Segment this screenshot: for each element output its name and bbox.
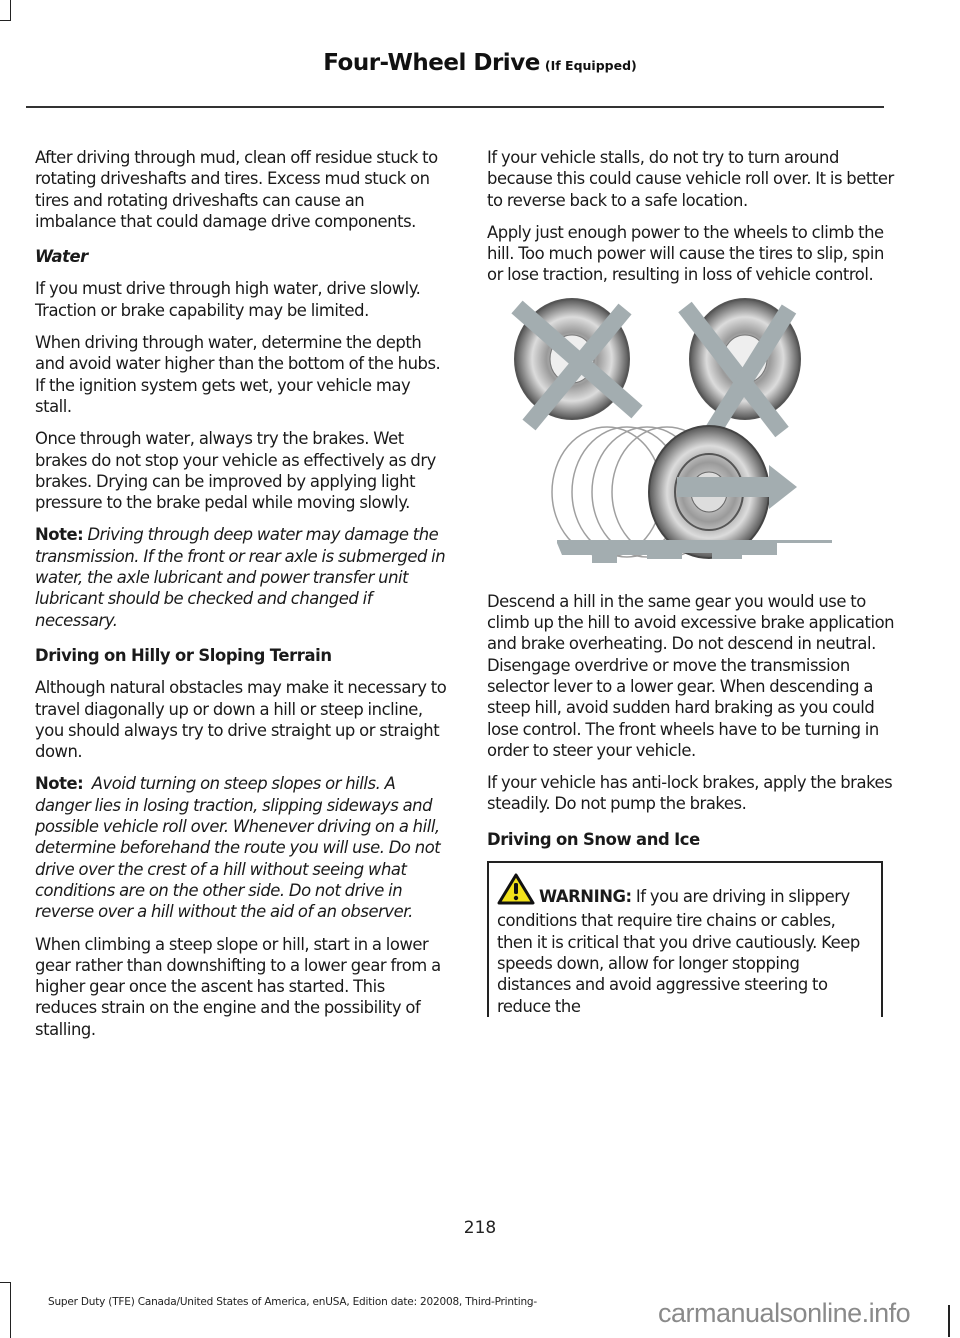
- climbing-paragraph: When climbing a steep slope or hill, start in a lower gear rather than downshifting to a lower gear from a higher gear once the ascent has started. This reduces strain on the engine and the possibility of stalling.: [35, 934, 441, 1039]
- note-label: Note:: [35, 774, 84, 794]
- right-column: [487, 147, 899, 1017]
- page-number: 218: [463, 1218, 497, 1238]
- warning-label: WARNING:: [539, 887, 632, 907]
- tire-traction-diagram-icon: [487, 297, 867, 569]
- hilly-terrain-heading: Driving on Hilly or Sloping Terrain: [35, 645, 332, 665]
- stall-paragraph: If your vehicle stalls, do not try to turn around because this could cause vehicle roll over. It is better to reverse back to a safe location.: [487, 148, 894, 210]
- power-paragraph: Apply just enough power to the wheels to climb the hill. Too much power will cause the tires to slip, spin or lose traction, resulting in loss of vehicle control.: [487, 222, 884, 285]
- warning-text: If you are driving in slippery conditions that require tire chains or cables, then it is critical that you drive cautiously. Keep speeds down, allow for longer stopping distances and avoid aggressive steering to reduce the: [497, 887, 860, 1016]
- note-label: Note:: [35, 525, 84, 545]
- warning-paragraph: [497, 873, 875, 1017]
- mud-paragraph: After driving through mud, clean off residue stuck to rotating driveshafts and tires. Excess mud stuck on tires and rotating driveshafts can cause an imbalance that could damage drive components.: [35, 148, 438, 231]
- note-text: Avoid turning on steep slopes or hills. A danger lies in losing traction, slipping sideways and possible vehicle roll over. Whenever driving on a hill, determine beforehand the route you will use. Do not drive over the crest of a hill without seeing what conditions are on the other side. Do not drive in reverse over a hill without the aid of an observer.: [35, 774, 441, 922]
- crop-mark-bottom-right: [948, 1305, 950, 1337]
- note-text: Driving through deep water may damage the transmission. If the front or rear axle is submerged in water, the axle lubricant and power transfer unit lubricant should be checked and changed if necessary.: [35, 525, 446, 630]
- diagonal-travel-paragraph: Although natural obstacles may make it necessary to travel diagonally up or down a hill or steep incline, you should always try to drive straight up or straight down.: [35, 678, 447, 762]
- deep-water-note: [35, 524, 447, 630]
- steep-slopes-note: [35, 773, 447, 922]
- edition-footer: Super Duty (TFE) Canada/United States of America, enUSA, Edition date: 202008, Third-Printing-: [48, 1296, 537, 1308]
- descend-paragraph: Descend a hill in the same gear you would use to climb up the hill to avoid excessive brake application and brake overheating. Do not descend in neutral. Disengage overdrive or move the transmission selector lever to a lower gear. When descending a steep hill, avoid sudden hard braking as you could lose control. The front wheels have to be turning in order to steer your vehicle.: [487, 591, 895, 760]
- wet-brakes-paragraph: Once through water, always try the brakes. Wet brakes do not stop your vehicle as effectively as dry brakes. Drying can be improved by applying light pressure to the brake pedal while moving slowly.: [35, 429, 436, 513]
- page-header: [0, 50, 960, 76]
- water-depth-paragraph: When driving through water, determine the depth and avoid water higher than the bottom of the hubs. If the ignition system gets wet, your vehicle may stall.: [35, 333, 441, 416]
- watermark: carmanualsonline.info: [658, 1298, 911, 1328]
- snow-ice-heading: Driving on Snow and Ice: [487, 829, 700, 849]
- warning-triangle-icon: [497, 873, 535, 910]
- page-title: Four-Wheel Drive: [323, 50, 540, 76]
- crop-mark-bottom-left: [0, 1282, 11, 1338]
- water-heading: Water: [35, 247, 88, 267]
- tire-traction-illustration: [487, 297, 867, 569]
- crop-mark-top-left: [0, 0, 11, 21]
- high-water-paragraph: If you must drive through high water, drive slowly. Traction or brake capability may be limited.: [35, 279, 421, 320]
- warning-box: [487, 861, 883, 1017]
- left-column: [35, 147, 447, 1051]
- anti-lock-paragraph: If your vehicle has anti-lock brakes, apply the brakes steadily. Do not pump the brakes.: [487, 773, 893, 814]
- header-divider: [26, 106, 884, 108]
- page-subtitle: (If Equipped): [544, 58, 637, 73]
